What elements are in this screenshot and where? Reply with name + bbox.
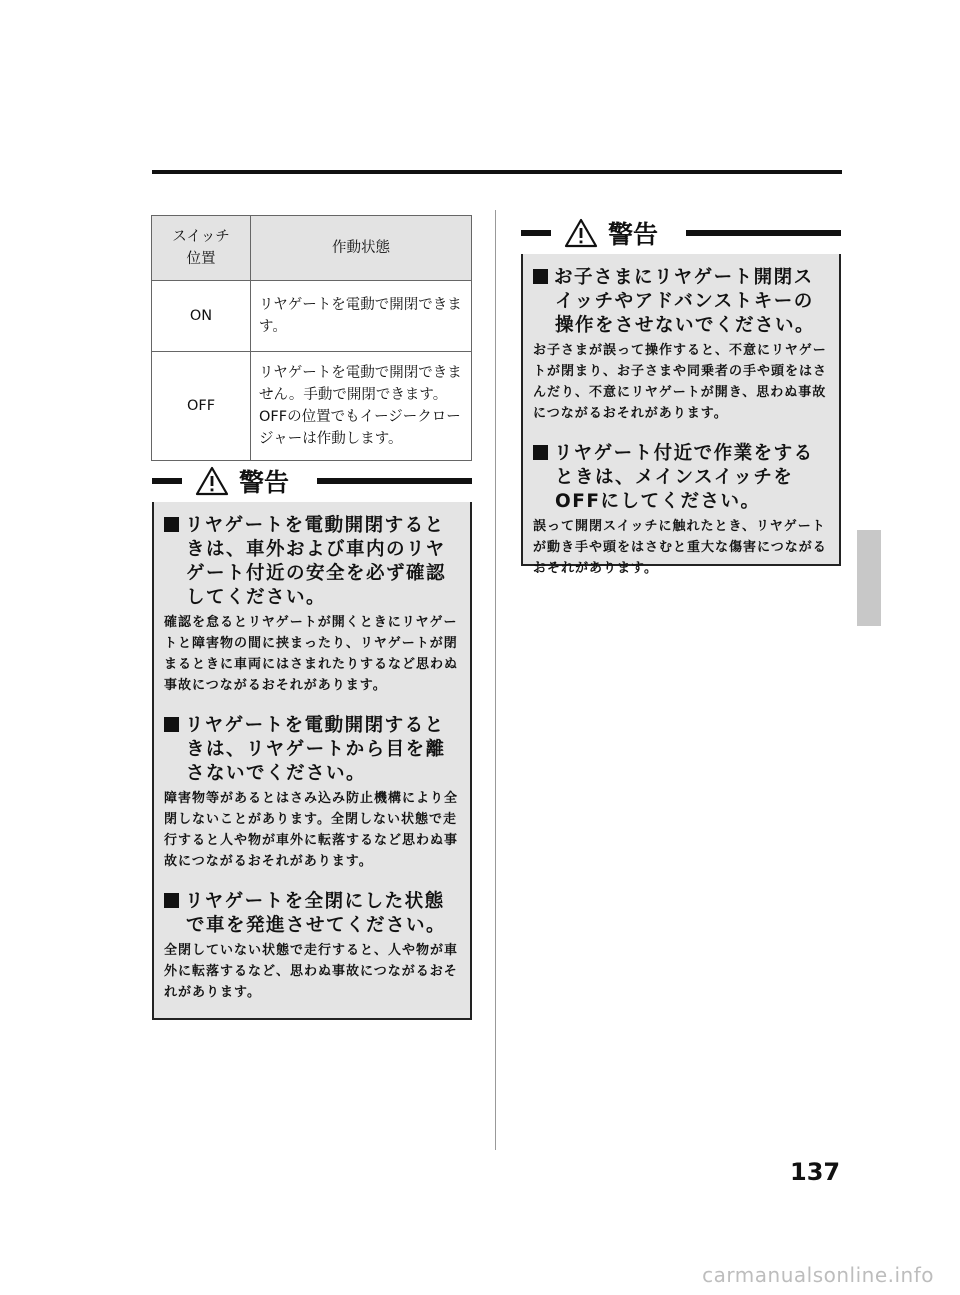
warning-header	[521, 220, 841, 254]
warning-title: 警告	[564, 216, 658, 250]
bullet-square-icon	[164, 717, 179, 732]
header-switch-position: スイッチ 位置	[152, 216, 251, 281]
warning-box-left	[152, 468, 472, 1020]
warning-title: 警告	[195, 464, 289, 498]
table-header-row	[152, 216, 472, 281]
warning-heading: リヤゲート付近で作業をするときは、メインスイッチをOFFにしてください。	[533, 442, 831, 514]
footer-watermark: carmanualsonline.info	[702, 1263, 934, 1287]
chapter-tab	[857, 530, 881, 626]
warning-header	[152, 468, 472, 502]
warning-triangle-icon	[195, 466, 229, 496]
bullet-square-icon	[164, 517, 179, 532]
warning-text: 誤って開閉スイッチに触れたとき、リヤゲートが動き手や頭をはさむと重大な傷害につながるおそれがあります。	[533, 519, 827, 576]
header-bar-left	[152, 478, 182, 484]
header-bar-right	[686, 230, 841, 236]
header-bar-right	[317, 478, 472, 484]
warning-body	[164, 514, 462, 1021]
warning-heading: リヤゲートを電動開閉するときは、リヤゲートから目を離さないでください。	[164, 714, 462, 786]
switch-table	[151, 215, 472, 461]
bullet-square-icon	[533, 269, 548, 284]
description-on: リヤゲートを電動で開閉できます。	[251, 281, 472, 352]
table-row	[152, 352, 472, 461]
header-bar-left	[521, 230, 551, 236]
table-row	[152, 281, 472, 352]
description-off: リヤゲートを電動で開閉できません。手動で開閉できます。OFFの位置でもイージークロージャーは作動します。	[251, 352, 472, 461]
warning-body	[533, 266, 831, 597]
warning-triangle-icon	[564, 218, 598, 248]
warning-text: 障害物等があるとはさみ込み防止機構により全閉しないことがあります。全閉しない状態で走行すると人や物が車外に転落するなど思わぬ事故につながるおそれがあります。	[164, 791, 459, 869]
bullet-square-icon	[533, 445, 548, 460]
column-divider	[495, 210, 496, 1150]
warning-box-right	[521, 220, 841, 576]
position-on: ON	[152, 281, 251, 352]
position-off: OFF	[152, 352, 251, 461]
warning-heading: お子さまにリヤゲート開閉スイッチやアドバンストキーの操作をさせないでください。	[533, 266, 831, 338]
warning-text: お子さまが誤って操作すると、不意にリヤゲートが閉まり、お子さまや同乗者の手や頭をはさんだり、不意にリヤゲートが開き、思わぬ事故につながるおそれがあります。	[533, 343, 828, 421]
top-rule	[152, 170, 842, 174]
warning-text: 全閉していない状態で走行すると、人や物が車外に転落するなど、思わぬ事故につながるおそれがあります。	[164, 943, 459, 1000]
warning-heading: リヤゲートを全閉にした状態で車を発進させてください。	[164, 890, 462, 938]
warning-heading: リヤゲートを電動開閉するときは、車外および車内のリヤゲート付近の安全を必ず確認してください。	[164, 514, 462, 610]
page-number: 137	[790, 1158, 841, 1186]
bullet-square-icon	[164, 893, 179, 908]
header-operation-state: 作動状態	[251, 216, 472, 281]
warning-text: 確認を怠るとリヤゲートが開くときにリヤゲートと障害物の間に挟まったり、リヤゲートが閉まるときに車両にはさまれたりするなど思わぬ事故につながるおそれがあります。	[164, 615, 459, 693]
